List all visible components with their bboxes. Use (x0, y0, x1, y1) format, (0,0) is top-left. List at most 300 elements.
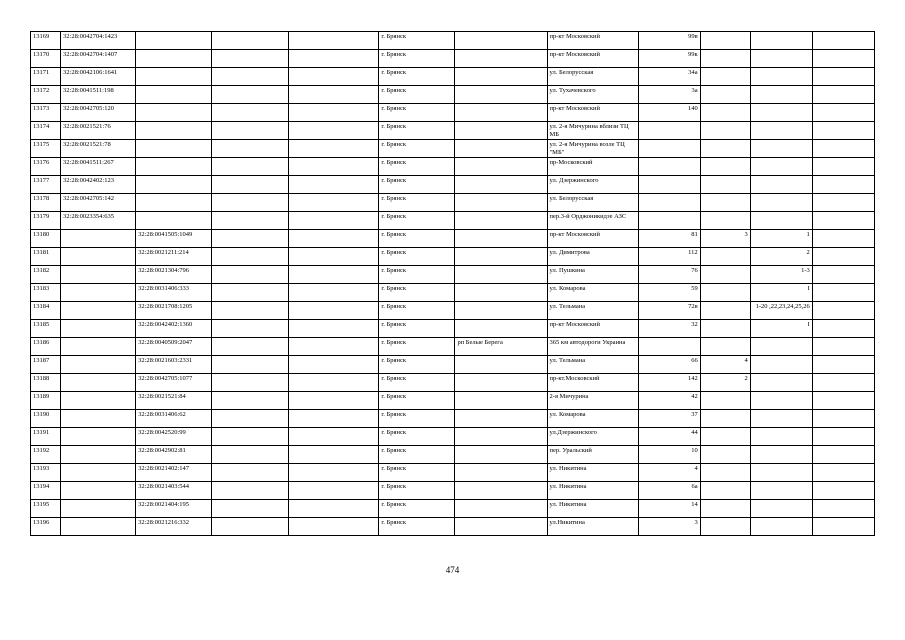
house-cell: 34а (638, 68, 700, 86)
city-cell: г. Брянск (379, 86, 455, 104)
empty-cell (212, 374, 289, 392)
row-number-cell: 13192 (31, 446, 61, 464)
street-cell: пер. Уральский (547, 446, 638, 464)
empty-cell (212, 248, 289, 266)
cadastral-number-secondary-cell: 32:28:0031406:333 (136, 284, 212, 302)
row-number-cell: 13184 (31, 302, 61, 320)
table-row (31, 464, 875, 482)
empty-cell (212, 158, 289, 176)
city-cell: г. Брянск (379, 158, 455, 176)
empty-cell (812, 482, 874, 500)
row-number-cell: 13190 (31, 410, 61, 428)
table-row (31, 68, 875, 86)
table-row (31, 410, 875, 428)
building-cell (700, 32, 750, 50)
city-cell: г. Брянск (379, 392, 455, 410)
empty-cell (212, 356, 289, 374)
table-row (31, 86, 875, 104)
cadastral-number-secondary-cell: 32:28:0021216:332 (136, 518, 212, 536)
empty-cell (289, 140, 379, 158)
table-row (31, 140, 875, 158)
empty-cell (812, 32, 874, 50)
row-number-cell: 13179 (31, 212, 61, 230)
premises-cell (750, 176, 812, 194)
city-cell: г. Брянск (379, 194, 455, 212)
city-cell: г. Брянск (379, 338, 455, 356)
premises-cell (750, 464, 812, 482)
empty-cell (812, 248, 874, 266)
street-cell: пер.3-й Орджоникидзе АЗС (547, 212, 638, 230)
empty-cell (289, 68, 379, 86)
city-cell: г. Брянск (379, 446, 455, 464)
street-cell: пр-кт Московский (547, 320, 638, 338)
house-cell (638, 176, 700, 194)
cadastral-number-cell (61, 482, 136, 500)
city-cell: г. Брянск (379, 374, 455, 392)
city-cell: г. Брянск (379, 176, 455, 194)
empty-cell (812, 410, 874, 428)
table-row (31, 158, 875, 176)
premises-cell (750, 356, 812, 374)
empty-cell (212, 194, 289, 212)
building-cell (700, 302, 750, 320)
empty-cell (212, 140, 289, 158)
building-cell (700, 140, 750, 158)
premises-cell: 1-3 (750, 266, 812, 284)
row-number-cell: 13191 (31, 428, 61, 446)
empty-cell (289, 320, 379, 338)
cadastral-number-secondary-cell (136, 140, 212, 158)
locality-cell (455, 122, 547, 140)
empty-cell (212, 266, 289, 284)
building-cell (700, 464, 750, 482)
locality-cell (455, 428, 547, 446)
locality-cell (455, 500, 547, 518)
empty-cell (289, 500, 379, 518)
empty-cell (812, 122, 874, 140)
row-number-cell: 13178 (31, 194, 61, 212)
premises-cell (750, 140, 812, 158)
street-cell: пр-кт Московский (547, 104, 638, 122)
premises-cell (750, 338, 812, 356)
house-cell: 66 (638, 356, 700, 374)
house-cell (638, 212, 700, 230)
empty-cell (812, 50, 874, 68)
empty-cell (812, 374, 874, 392)
building-cell (700, 338, 750, 356)
street-cell: пр-кт Московский (547, 32, 638, 50)
empty-cell (212, 500, 289, 518)
premises-cell (750, 410, 812, 428)
empty-cell (212, 392, 289, 410)
street-cell: 2-я Мичурина (547, 392, 638, 410)
building-cell (700, 104, 750, 122)
cadastral-number-cell: 32:28:0041511:198 (61, 86, 136, 104)
house-cell (638, 194, 700, 212)
premises-cell: I (750, 320, 812, 338)
empty-cell (812, 464, 874, 482)
house-cell: 81 (638, 230, 700, 248)
table-row (31, 248, 875, 266)
table-row (31, 176, 875, 194)
premises-cell (750, 158, 812, 176)
locality-cell (455, 266, 547, 284)
premises-cell: 1 (750, 230, 812, 248)
city-cell: г. Брянск (379, 140, 455, 158)
empty-cell (812, 392, 874, 410)
table-row (31, 194, 875, 212)
empty-cell (289, 482, 379, 500)
row-number-cell: 13185 (31, 320, 61, 338)
empty-cell (812, 104, 874, 122)
table-row (31, 374, 875, 392)
empty-cell (289, 230, 379, 248)
city-cell: г. Брянск (379, 104, 455, 122)
row-number-cell: 13196 (31, 518, 61, 536)
empty-cell (212, 464, 289, 482)
empty-cell (812, 212, 874, 230)
empty-cell (289, 464, 379, 482)
empty-cell (289, 410, 379, 428)
empty-cell (212, 68, 289, 86)
house-cell: 140 (638, 104, 700, 122)
building-cell (700, 176, 750, 194)
street-cell: ул. Тельмана (547, 302, 638, 320)
empty-cell (812, 230, 874, 248)
empty-cell (812, 158, 874, 176)
locality-cell (455, 320, 547, 338)
locality-cell (455, 194, 547, 212)
city-cell: г. Брянск (379, 50, 455, 68)
street-cell: ул. 2-я Мичурина возле ТЦ "МБ" (547, 140, 638, 158)
cadastral-number-cell: 32:28:0041511:267 (61, 158, 136, 176)
cadastral-number-secondary-cell: 32:28:0042705:1077 (136, 374, 212, 392)
row-number-cell: 13194 (31, 482, 61, 500)
cadastral-number-cell: 32:28:0042705:120 (61, 104, 136, 122)
house-cell: 3 (638, 518, 700, 536)
locality-cell (455, 482, 547, 500)
empty-cell (289, 356, 379, 374)
house-cell: 142 (638, 374, 700, 392)
cadastral-number-secondary-cell (136, 32, 212, 50)
city-cell: г. Брянск (379, 122, 455, 140)
empty-cell (212, 86, 289, 104)
premises-cell: I (750, 284, 812, 302)
building-cell (700, 284, 750, 302)
city-cell: г. Брянск (379, 230, 455, 248)
empty-cell (812, 428, 874, 446)
row-number-cell: 13169 (31, 32, 61, 50)
empty-cell (289, 248, 379, 266)
table-row (31, 338, 875, 356)
empty-cell (812, 446, 874, 464)
city-cell: г. Брянск (379, 266, 455, 284)
building-cell: 4 (700, 356, 750, 374)
cadastral-number-cell (61, 266, 136, 284)
house-cell: 72в (638, 302, 700, 320)
cadastral-number-secondary-cell: 32:28:0021603:2331 (136, 356, 212, 374)
cadastral-number-cell: 32:28:0021521:78 (61, 140, 136, 158)
locality-cell (455, 518, 547, 536)
cadastral-number-secondary-cell (136, 176, 212, 194)
table-row (31, 104, 875, 122)
building-cell: 3 (700, 230, 750, 248)
house-cell: 99в (638, 32, 700, 50)
street-cell: ул. Белорусская (547, 68, 638, 86)
table-row (31, 50, 875, 68)
empty-cell (289, 302, 379, 320)
premises-cell (750, 428, 812, 446)
street-cell: ул.Никитина (547, 518, 638, 536)
city-cell: г. Брянск (379, 320, 455, 338)
empty-cell (289, 122, 379, 140)
empty-cell (289, 86, 379, 104)
empty-cell (289, 212, 379, 230)
street-cell: 365 км автодороги Украина (547, 338, 638, 356)
building-cell (700, 266, 750, 284)
city-cell: г. Брянск (379, 518, 455, 536)
house-cell (638, 140, 700, 158)
street-cell: пр-Московский (547, 158, 638, 176)
city-cell: г. Брянск (379, 302, 455, 320)
building-cell (700, 158, 750, 176)
city-cell: г. Брянск (379, 500, 455, 518)
building-cell (700, 410, 750, 428)
premises-cell (750, 104, 812, 122)
house-cell: 10 (638, 446, 700, 464)
table-row (31, 500, 875, 518)
table-row (31, 284, 875, 302)
empty-cell (289, 104, 379, 122)
locality-cell (455, 248, 547, 266)
empty-cell (289, 176, 379, 194)
street-cell: ул. Комарова (547, 284, 638, 302)
empty-cell (289, 266, 379, 284)
premises-cell (750, 392, 812, 410)
locality-cell (455, 302, 547, 320)
row-number-cell: 13177 (31, 176, 61, 194)
street-cell: ул. Тухачевского (547, 86, 638, 104)
cadastral-number-cell (61, 338, 136, 356)
cadastral-number-cell (61, 518, 136, 536)
empty-cell (212, 104, 289, 122)
table-row (31, 482, 875, 500)
cadastral-number-cell (61, 410, 136, 428)
city-cell: г. Брянск (379, 32, 455, 50)
street-cell: ул. Дзержинского (547, 176, 638, 194)
house-cell (638, 158, 700, 176)
premises-cell (750, 86, 812, 104)
empty-cell (212, 212, 289, 230)
locality-cell (455, 356, 547, 374)
street-cell: пр-кт Московский (547, 50, 638, 68)
cadastral-number-cell (61, 428, 136, 446)
cadastral-number-secondary-cell: 32:28:0042402:1360 (136, 320, 212, 338)
street-cell: ул. Белорусская (547, 194, 638, 212)
cadastral-number-cell: 32:28:0042106:1641 (61, 68, 136, 86)
city-cell: г. Брянск (379, 428, 455, 446)
building-cell (700, 446, 750, 464)
locality-cell (455, 140, 547, 158)
table-row (31, 122, 875, 140)
cadastral-number-cell (61, 500, 136, 518)
house-cell: 99к (638, 50, 700, 68)
row-number-cell: 13181 (31, 248, 61, 266)
building-cell (700, 482, 750, 500)
cadastral-number-cell (61, 464, 136, 482)
empty-cell (212, 176, 289, 194)
cadastral-number-secondary-cell: 32:28:0021404:195 (136, 500, 212, 518)
register-table (30, 31, 875, 536)
empty-cell (289, 284, 379, 302)
empty-cell (212, 284, 289, 302)
table-row (31, 392, 875, 410)
cadastral-number-cell (61, 302, 136, 320)
premises-cell (750, 212, 812, 230)
premises-cell: 1-20 ,22,23,24,25,26 (750, 302, 812, 320)
street-cell: ул.Дзержинского (547, 428, 638, 446)
empty-cell (212, 302, 289, 320)
street-cell: ул. Димитрова (547, 248, 638, 266)
cadastral-number-cell: 32:28:0042705:142 (61, 194, 136, 212)
street-cell: ул. Никитина (547, 464, 638, 482)
empty-cell (212, 320, 289, 338)
table-row (31, 302, 875, 320)
premises-cell (750, 68, 812, 86)
building-cell (700, 50, 750, 68)
locality-cell (455, 104, 547, 122)
table-row (31, 212, 875, 230)
row-number-cell: 13193 (31, 464, 61, 482)
row-number-cell: 13176 (31, 158, 61, 176)
cadastral-number-cell: 32:28:0042704:1407 (61, 50, 136, 68)
empty-cell (289, 392, 379, 410)
table-row (31, 266, 875, 284)
cadastral-number-cell: 32:28:0023354:635 (61, 212, 136, 230)
premises-cell (750, 32, 812, 50)
premises-cell (750, 518, 812, 536)
cadastral-number-secondary-cell: 32:28:0042520:99 (136, 428, 212, 446)
empty-cell (812, 284, 874, 302)
building-cell (700, 248, 750, 266)
row-number-cell: 13183 (31, 284, 61, 302)
premises-cell (750, 446, 812, 464)
city-cell: г. Брянск (379, 212, 455, 230)
empty-cell (289, 374, 379, 392)
empty-cell (212, 446, 289, 464)
cadastral-number-cell: 32:28:0042402:123 (61, 176, 136, 194)
city-cell: г. Брянск (379, 284, 455, 302)
row-number-cell: 13188 (31, 374, 61, 392)
table-row (31, 230, 875, 248)
empty-cell (212, 50, 289, 68)
empty-cell (812, 194, 874, 212)
empty-cell (812, 518, 874, 536)
row-number-cell: 13172 (31, 86, 61, 104)
cadastral-number-secondary-cell: 32:28:0021521:84 (136, 392, 212, 410)
cadastral-number-secondary-cell: 32:28:0021304:796 (136, 266, 212, 284)
street-cell: ул. Пушкина (547, 266, 638, 284)
empty-cell (812, 176, 874, 194)
building-cell (700, 500, 750, 518)
cadastral-number-cell (61, 320, 136, 338)
building-cell (700, 428, 750, 446)
table-row (31, 32, 875, 50)
locality-cell (455, 32, 547, 50)
empty-cell (212, 518, 289, 536)
house-cell: 37 (638, 410, 700, 428)
premises-cell (750, 50, 812, 68)
cadastral-number-cell: 32:28:0042704:1423 (61, 32, 136, 50)
city-cell: г. Брянск (379, 464, 455, 482)
street-cell: ул. Комарова (547, 410, 638, 428)
empty-cell (812, 68, 874, 86)
street-cell: пр-кт.Московский (547, 374, 638, 392)
cadastral-number-cell: 32:28:0021521:76 (61, 122, 136, 140)
house-cell: 59 (638, 284, 700, 302)
house-cell: 112 (638, 248, 700, 266)
street-cell: ул. 2-я Мичурина вблизи ТЦ МБ (547, 122, 638, 140)
house-cell: 44 (638, 428, 700, 446)
building-cell (700, 392, 750, 410)
building-cell (700, 518, 750, 536)
locality-cell (455, 158, 547, 176)
city-cell: г. Брянск (379, 356, 455, 374)
building-cell (700, 212, 750, 230)
page-number: 474 (445, 565, 460, 575)
house-cell (638, 122, 700, 140)
building-cell (700, 122, 750, 140)
cadastral-number-secondary-cell: 32:28:0040509:2047 (136, 338, 212, 356)
cadastral-number-secondary-cell (136, 212, 212, 230)
row-number-cell: 13187 (31, 356, 61, 374)
empty-cell (812, 140, 874, 158)
premises-cell (750, 122, 812, 140)
cadastral-number-secondary-cell: 32:28:0021708:1205 (136, 302, 212, 320)
locality-cell (455, 230, 547, 248)
cadastral-number-secondary-cell: 32:28:0042902:81 (136, 446, 212, 464)
empty-cell (212, 482, 289, 500)
cadastral-number-secondary-cell: 32:28:0021402:147 (136, 464, 212, 482)
empty-cell (812, 86, 874, 104)
locality-cell (455, 86, 547, 104)
cadastral-number-cell (61, 446, 136, 464)
empty-cell (212, 428, 289, 446)
premises-cell: 2 (750, 248, 812, 266)
locality-cell (455, 464, 547, 482)
locality-cell (455, 50, 547, 68)
empty-cell (289, 194, 379, 212)
locality-cell (455, 392, 547, 410)
cadastral-number-secondary-cell (136, 50, 212, 68)
row-number-cell: 13195 (31, 500, 61, 518)
empty-cell (289, 338, 379, 356)
building-cell (700, 86, 750, 104)
locality-cell (455, 446, 547, 464)
row-number-cell: 13171 (31, 68, 61, 86)
empty-cell (812, 302, 874, 320)
house-cell: 42 (638, 392, 700, 410)
building-cell (700, 320, 750, 338)
locality-cell: рп Белые Берега (455, 338, 547, 356)
locality-cell (455, 410, 547, 428)
empty-cell (289, 158, 379, 176)
empty-cell (212, 32, 289, 50)
house-cell: 76 (638, 266, 700, 284)
row-number-cell: 13189 (31, 392, 61, 410)
house-cell: 32 (638, 320, 700, 338)
city-cell: г. Брянск (379, 248, 455, 266)
